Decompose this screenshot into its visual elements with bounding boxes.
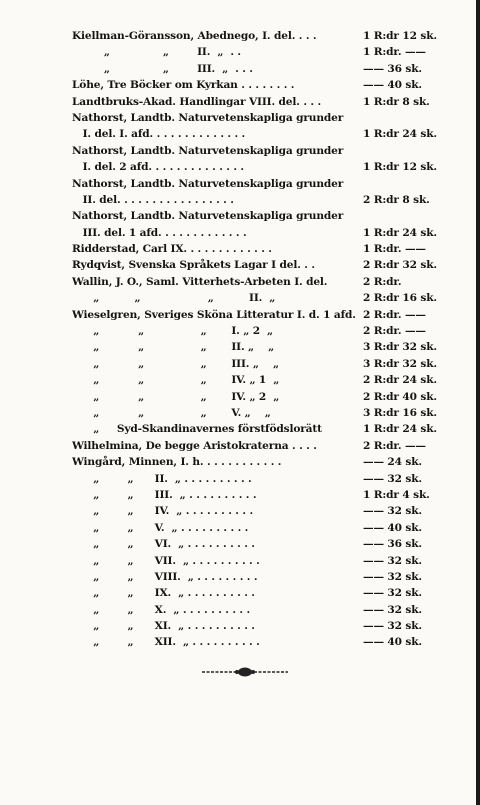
list-item [72,143,447,159]
entry-price: 2 R:dr. —— [363,308,426,321]
entry-title: III. del. 1 afd. . . . . . . . . . . . . [72,226,247,239]
list-item [72,602,447,618]
entry-title: I. del. I. afd. . . . . . . . . . . . . . [72,128,246,141]
entry-title: Nathorst, Landtb. Naturvetenskapliga grunder [72,111,344,124]
list-item [72,438,447,454]
entry-price: —— 32 sk. [363,505,422,518]
list-item [72,225,447,241]
list-item [72,553,447,569]
entry-title: „ „ „ II. „ „ [72,341,275,354]
entry-title: Kiellman-Göransson, Abednego, I. del. . . . [72,30,317,42]
list-item [72,569,447,585]
entry-price: —— 32 sk. [363,603,422,616]
entry-price: 2 R:dr 8 sk. [363,193,430,206]
list-item [72,421,447,437]
entry-title: Wilhelmina, De begge Aristokraterna . . . . [72,439,317,452]
list-item [72,487,447,503]
entry-price: 1 R:dr 24 sk. [363,226,437,239]
list-item [72,44,447,60]
entry-title: Nathorst, Landtb. Naturvetenskapliga grunder [72,177,344,190]
entry-price: —— 40 sk. [363,636,422,649]
price-list [72,28,447,651]
entry-title: „ „ VII. „ . . . . . . . . . . [72,554,260,567]
entry-price: 1 R:dr. —— [363,46,426,59]
entry-price: 3 R:dr 32 sk. [363,341,437,354]
entry-price: —— 32 sk. [363,554,422,567]
entry-title: II. del. . . . . . . . . . . . . . . . . [72,193,234,206]
list-item [72,208,447,224]
list-item [72,274,447,290]
list-item [72,77,447,93]
entry-title: Ridderstad, Carl IX. . . . . . . . . . . . . [72,243,272,256]
entry-price: 2 R:dr 24 sk. [363,374,437,387]
list-item [72,339,447,355]
entry-title: „ „ „ IV. „ 2 „ [72,390,280,403]
entry-title: Wieselgren, Sveriges Sköna Litteratur I. d. 1 afd. [72,308,356,321]
entry-title: „ „ II. „ . . . . . . . . . . [72,472,252,485]
entry-title: „ „ IV. „ . . . . . . . . . . [72,505,253,518]
list-item [72,585,447,601]
entry-title: „ „ „ II. „ [72,292,276,305]
entry-title: „ „ VI. „ . . . . . . . . . . [72,538,255,551]
entry-price: —— 36 sk. [363,62,422,75]
entry-title: „ Syd-Skandinavernes förstfödslorätt [72,423,322,436]
entry-price: 2 R:dr. —— [363,325,426,338]
list-item [72,94,447,110]
ornament-divider-icon [200,664,290,680]
entry-title: „ „ IX. „ . . . . . . . . . . [72,587,255,600]
list-item [72,241,447,257]
list-item [72,290,447,306]
list-item [72,110,447,126]
list-item [72,536,447,552]
list-item [72,61,447,77]
list-item [72,356,447,372]
list-item [72,471,447,487]
list-item [72,372,447,388]
entry-title: Wingård, Minnen, I. h. . . . . . . . . . . . [72,456,282,469]
entry-title: Landtbruks-Akad. Handlingar VIII. del. . . . [72,95,322,108]
list-item [72,28,447,44]
entry-title: „ „ „ V. „ „ [72,406,271,419]
entry-title: „ „ V. „ . . . . . . . . . . [72,521,249,534]
list-item [72,520,447,536]
entry-price: 2 R:dr 40 sk. [363,390,437,403]
list-item [72,634,447,650]
entry-price: —— 40 sk. [363,521,422,534]
list-item [72,454,447,470]
list-item [72,503,447,519]
entry-price: 1 R:dr 24 sk. [363,128,437,141]
entry-price: 2 R:dr. [363,275,402,288]
entry-price: 1 R:dr 8 sk. [363,95,430,108]
entry-title: „ „ XI. „ . . . . . . . . . . [72,620,255,633]
entry-title: Nathorst, Landtb. Naturvetenskapliga grunder [72,210,344,223]
list-item [72,618,447,634]
entry-price: —— 40 sk. [363,79,422,92]
entry-title: I. del. 2 afd. . . . . . . . . . . . . . [72,161,244,174]
entry-price: 1 R:dr. —— [363,243,426,256]
entry-price: —— 36 sk. [363,538,422,551]
list-item [72,257,447,273]
entry-price: 1 R:dr 12 sk. [363,161,437,174]
entry-price: —— 32 sk. [363,587,422,600]
entry-price: 2 R:dr 32 sk. [363,259,437,272]
entry-title: Rydqvist, Svenska Språkets Lagar I del. . . [72,259,315,272]
entry-price: 2 R:dr. —— [363,439,426,452]
entry-title: Wallin, J. O., Saml. Vitterhets-Arbeten I. del. [72,275,328,288]
entry-title: „ „ „ I. „ 2 „ [72,325,273,338]
list-item [72,192,447,208]
entry-title: „ „ „ IV. „ 1 „ [72,374,280,387]
entry-title: „ „ XII. „ . . . . . . . . . . [72,636,260,649]
entry-price: 1 R:dr 4 sk. [363,488,430,501]
entry-price: 1 R:dr 24 sk. [363,423,437,436]
entry-price: —— 32 sk. [363,570,422,583]
entry-title: „ „ VIII. „ . . . . . . . . . [72,570,258,583]
entry-price: 2 R:dr 16 sk. [363,292,437,305]
entry-price: 1 R:dr 12 sk. [363,30,437,42]
list-item [72,389,447,405]
page-edge [476,0,480,805]
list-item [72,307,447,323]
entry-title: Nathorst, Landtb. Naturvetenskapliga grunder [72,144,344,157]
entry-title: Löhe, Tre Böcker om Kyrkan . . . . . . . . [72,79,295,92]
entry-price: —— 32 sk. [363,620,422,633]
entry-price: 3 R:dr 32 sk. [363,357,437,370]
list-item [72,159,447,175]
entry-price: —— 32 sk. [363,472,422,485]
list-item [72,126,447,142]
entry-price: —— 24 sk. [363,456,422,469]
list-item [72,176,447,192]
entry-title: „ „ III. „ . . . [72,62,253,75]
list-item [72,323,447,339]
entry-price: 3 R:dr 16 sk. [363,406,437,419]
entry-title: „ „ II. „ . . [72,46,241,59]
entry-title: „ „ „ III. „ „ [72,357,279,370]
list-item [72,405,447,421]
entry-title: „ „ X. „ . . . . . . . . . . [72,603,251,616]
entry-title: „ „ III. „ . . . . . . . . . . [72,488,257,501]
